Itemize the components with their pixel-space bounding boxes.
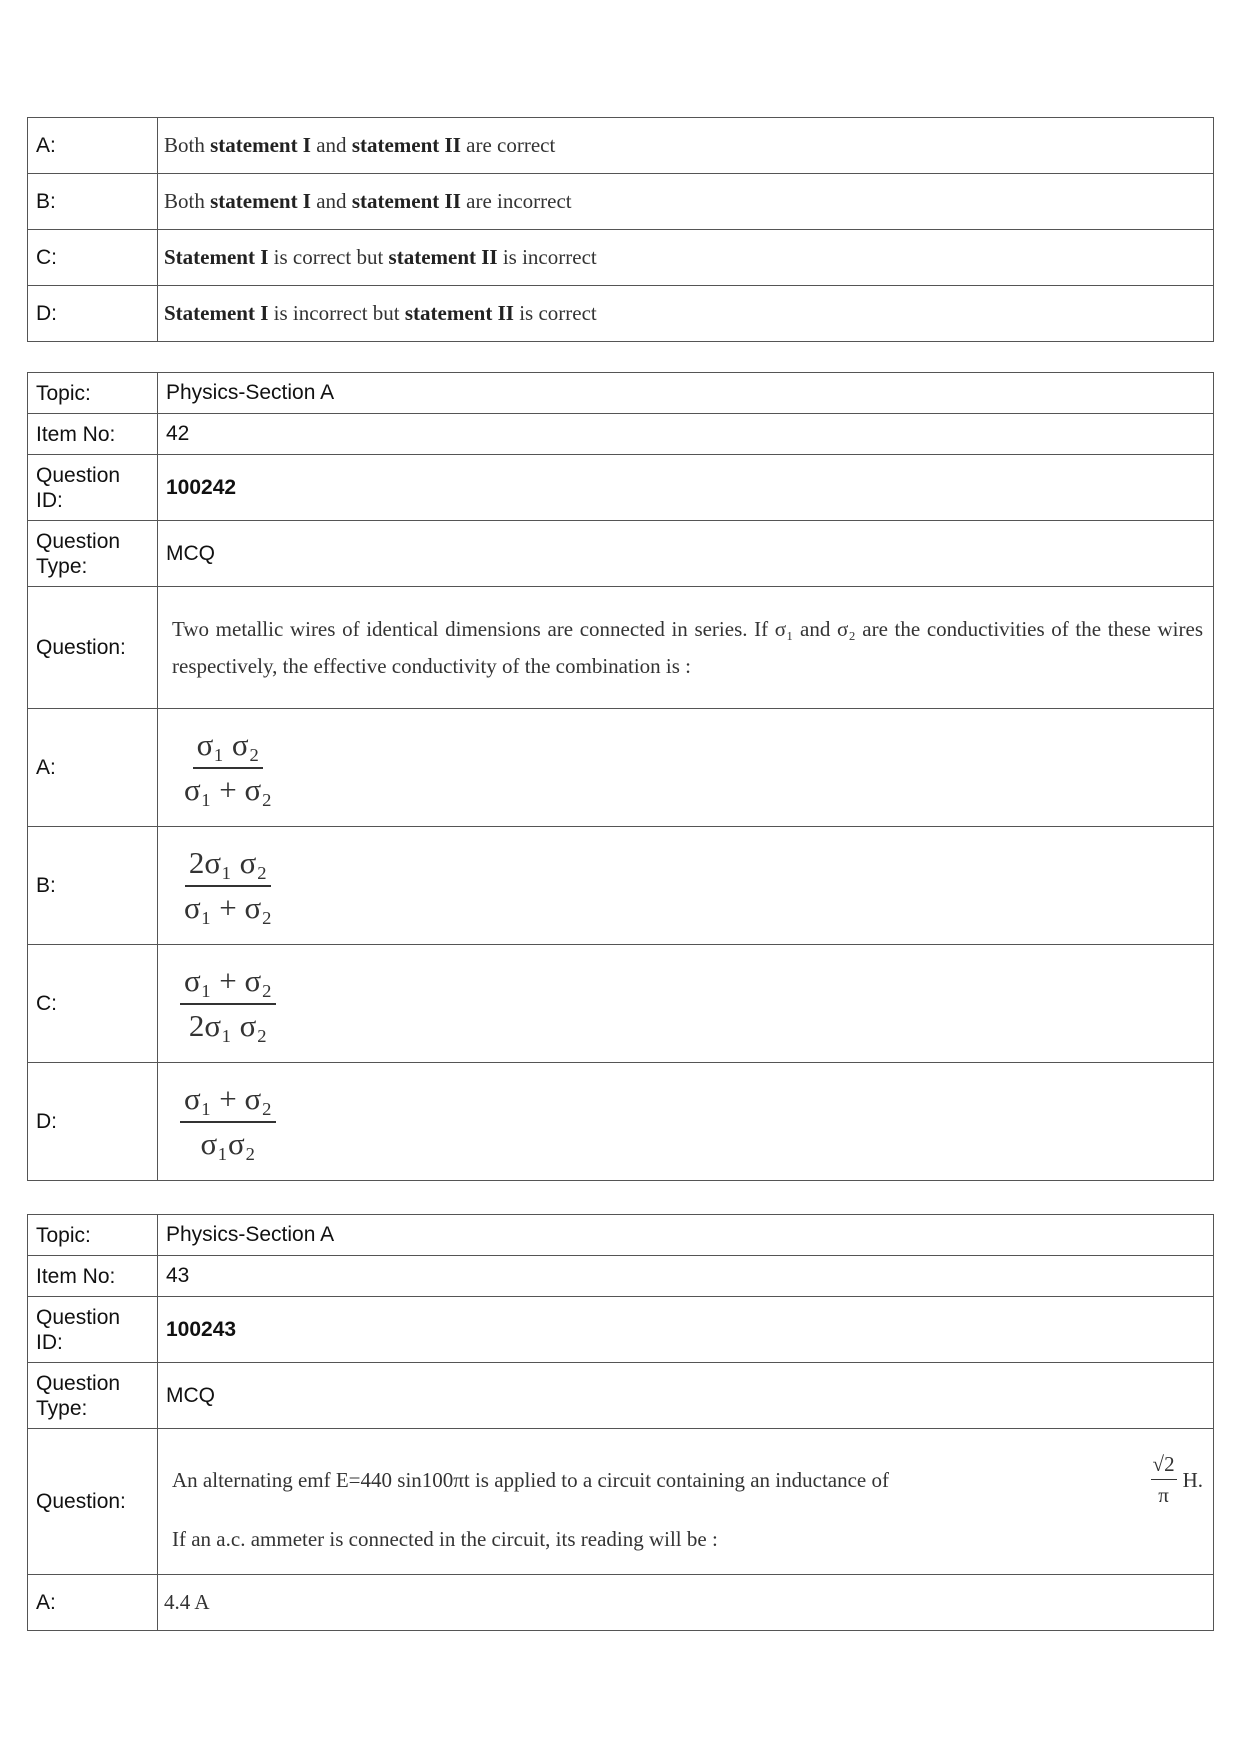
option-label: A: xyxy=(28,1575,158,1631)
item-row xyxy=(28,414,1214,455)
item-label: Item No: xyxy=(28,414,158,455)
option-text: 4.4 A xyxy=(158,1575,1214,1631)
item-value: 42 xyxy=(158,414,1214,455)
question-label: Question: xyxy=(28,587,158,709)
question-text-line2: If an a.c. ammeter is connected in the circuit, its reading will be : xyxy=(172,1527,718,1551)
option-label: A: xyxy=(28,118,158,174)
question-label: Question: xyxy=(28,1429,158,1575)
fraction-numerator: σ₁ σ₂ xyxy=(193,727,264,769)
question-42-table xyxy=(27,372,1214,1181)
question-type-row xyxy=(28,521,1214,587)
option-fraction xyxy=(180,1081,276,1162)
fraction-denominator: π xyxy=(1158,1483,1169,1507)
option-text-plain: is incorrect but xyxy=(268,301,405,325)
fraction-numerator: σ₁ + σ₂ xyxy=(180,963,276,1005)
topic-row xyxy=(28,373,1214,414)
question-text: Two metallic wires of identical dimensions are connected in series. If σ₁ and σ₂ are the conductivities of the these wires respectively, the effective conductivity of the combination is : xyxy=(158,587,1214,709)
question-id-value: 100243 xyxy=(158,1297,1214,1363)
question-id-row xyxy=(28,455,1214,521)
option-text-plain: is correct but xyxy=(268,245,389,269)
item-value: 43 xyxy=(158,1256,1214,1297)
option-label: B: xyxy=(28,827,158,945)
question-type-row xyxy=(28,1363,1214,1429)
option-text-bold: statement II xyxy=(351,189,461,213)
question-row xyxy=(28,587,1214,709)
option-text xyxy=(158,286,1214,342)
option-label: C: xyxy=(28,230,158,286)
option-row-c xyxy=(28,945,1214,1063)
fraction-denominator: 2σ₁ σ₂ xyxy=(188,1008,268,1043)
option-text-bold: Statement I xyxy=(164,301,269,325)
option-text-plain: and xyxy=(310,133,352,157)
option-text-bold: statement II xyxy=(388,245,498,269)
question-43-table xyxy=(27,1214,1214,1631)
previous-question-options-table xyxy=(27,117,1214,342)
option-text-bold: statement I xyxy=(210,133,311,157)
topic-value: Physics-Section A xyxy=(158,373,1214,414)
question-text-line1: An alternating emf E=440 sin100πt is applied to a circuit containing an inductance of xyxy=(172,1467,889,1492)
topic-value: Physics-Section A xyxy=(158,1215,1214,1256)
fraction-numerator: √2 xyxy=(1151,1449,1177,1480)
option-text-plain: are incorrect xyxy=(460,189,572,213)
option-label: A: xyxy=(28,709,158,827)
option-label: B: xyxy=(28,174,158,230)
inductance-fraction xyxy=(1151,1449,1177,1510)
option-fraction xyxy=(180,845,276,926)
option-row-b xyxy=(28,827,1214,945)
option-row-a xyxy=(28,118,1214,174)
option-row-a xyxy=(28,709,1214,827)
option-text-bold: statement I xyxy=(210,189,311,213)
option-text-bold: statement II xyxy=(404,301,514,325)
option-text-plain: is incorrect xyxy=(497,245,597,269)
item-label: Item No: xyxy=(28,1256,158,1297)
question-type-value: MCQ xyxy=(158,1363,1214,1429)
topic-label: Topic: xyxy=(28,373,158,414)
option-text-bold: Statement I xyxy=(164,245,269,269)
option-fraction xyxy=(180,963,276,1044)
topic-row xyxy=(28,1215,1214,1256)
option-text xyxy=(158,118,1214,174)
option-label: C: xyxy=(28,945,158,1063)
option-row-d xyxy=(28,1063,1214,1181)
option-row-b xyxy=(28,174,1214,230)
option-fraction xyxy=(180,727,276,808)
option-text-bold: statement II xyxy=(351,133,461,157)
fraction-numerator: σ₁ + σ₂ xyxy=(180,1081,276,1123)
option-text-plain: are correct xyxy=(460,133,556,157)
option-row-a xyxy=(28,1575,1214,1631)
question-id-value: 100242 xyxy=(158,455,1214,521)
question-type-value: MCQ xyxy=(158,521,1214,587)
option-text-plain: Both xyxy=(164,133,211,157)
fraction-denominator: σ₁ + σ₂ xyxy=(184,772,273,807)
question-type-label: Question Type: xyxy=(28,521,158,587)
option-text-plain: Both xyxy=(164,189,211,213)
option-text xyxy=(158,230,1214,286)
question-id-label: Question ID: xyxy=(28,455,158,521)
inductance-unit: H. xyxy=(1182,1467,1203,1492)
question-id-label: Question ID: xyxy=(28,1297,158,1363)
question-row xyxy=(28,1429,1214,1575)
fraction-numerator: 2σ₁ σ₂ xyxy=(185,845,271,887)
option-row-c xyxy=(28,230,1214,286)
option-label: D: xyxy=(28,1063,158,1181)
option-row-d xyxy=(28,286,1214,342)
fraction-denominator: σ₁ + σ₂ xyxy=(184,890,273,925)
option-text-plain: is correct xyxy=(513,301,597,325)
fraction-denominator: σ₁σ₂ xyxy=(200,1126,256,1161)
option-text-plain: and xyxy=(310,189,352,213)
question-type-label: Question Type: xyxy=(28,1363,158,1429)
option-label: D: xyxy=(28,286,158,342)
option-text xyxy=(158,174,1214,230)
topic-label: Topic: xyxy=(28,1215,158,1256)
item-row xyxy=(28,1256,1214,1297)
question-id-row xyxy=(28,1297,1214,1363)
